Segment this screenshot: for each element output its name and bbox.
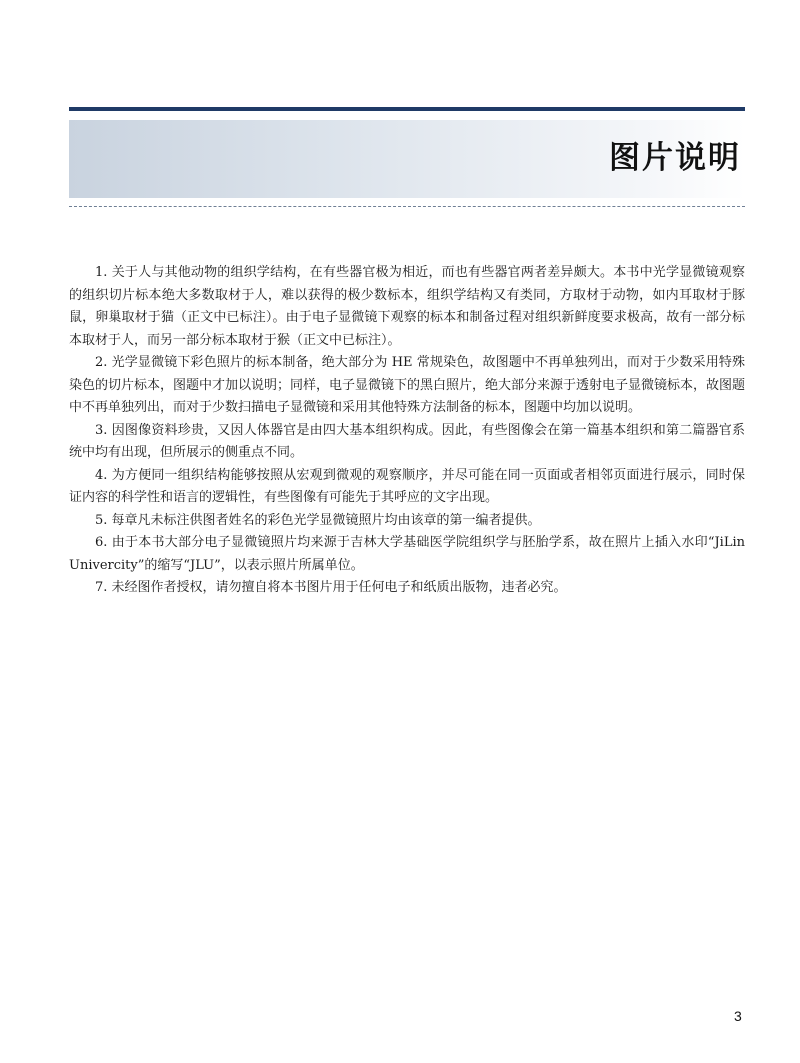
- note-item: 5. 每章凡未标注供图者姓名的彩色光学显微镜照片均由该章的第一编者提供。: [95, 512, 541, 528]
- title-band: [69, 120, 745, 198]
- dashed-divider: [69, 206, 745, 207]
- note-item: 7. 未经图作者授权，请勿擅自将本书图片用于任何电子和纸质出版物，违者必究。: [95, 580, 567, 595]
- page-number: 3: [734, 1008, 742, 1024]
- note-item: 3. 因图像资料珍贵，又因人体器官是由四大基本组织构成。因此，有些图像会在第一篇基本组织和第二篇器官系统中均有出现，但所展示的侧重点不同。: [69, 422, 745, 460]
- header-rule: [69, 107, 745, 111]
- note-item: 2. 光学显微镜下彩色照片的标本制备，绝大部分为 HE 常规染色，故图题中不再单独列出，而对于少数采用特殊染色的切片标本，图题中才加以说明；同样，电子显微镜下的黑白照片，绝大部分来源于透射电子显微镜标本，故图题中不再单独列出，而对于少数扫描电子显微镜和采用其他特殊方法制备的标本，图题中均加以说明。: [69, 355, 746, 415]
- note-item: 1. 关于人与其他动物的组织学结构，在有些器官极为相近，而也有些器官两者差异颇大。本书中光学显微镜观察的组织切片标本绝大多数取材于人，难以获得的极少数标本，组织学结构又有类同，方取材于动物，如内耳取材于豚鼠，卵巢取材于猫（正文中已标注）。由于电子显微镜下观察的标本和制备过程对组织新鲜度要求极高，故有一部分标本取材于人，而另一部分标本取材于猴（正文中已标注）。: [69, 265, 745, 348]
- page-title: 图片说明: [609, 140, 741, 176]
- notes-list: [69, 262, 745, 600]
- note-item: 6. 由于本书大部分电子显微镜照片均来源于吉林大学基础医学院组织学与胚胎学系，故在照片上插入水印“JiLin Univercity”的缩写“JLU”，以表示照片所属单位。: [69, 535, 745, 573]
- note-item: 4. 为方便同一组织结构能够按照从宏观到微观的观察顺序，并尽可能在同一页面或者相邻页面进行展示，同时保证内容的科学性和语言的逻辑性，有些图像有可能先于其呼应的文字出现。: [69, 467, 745, 505]
